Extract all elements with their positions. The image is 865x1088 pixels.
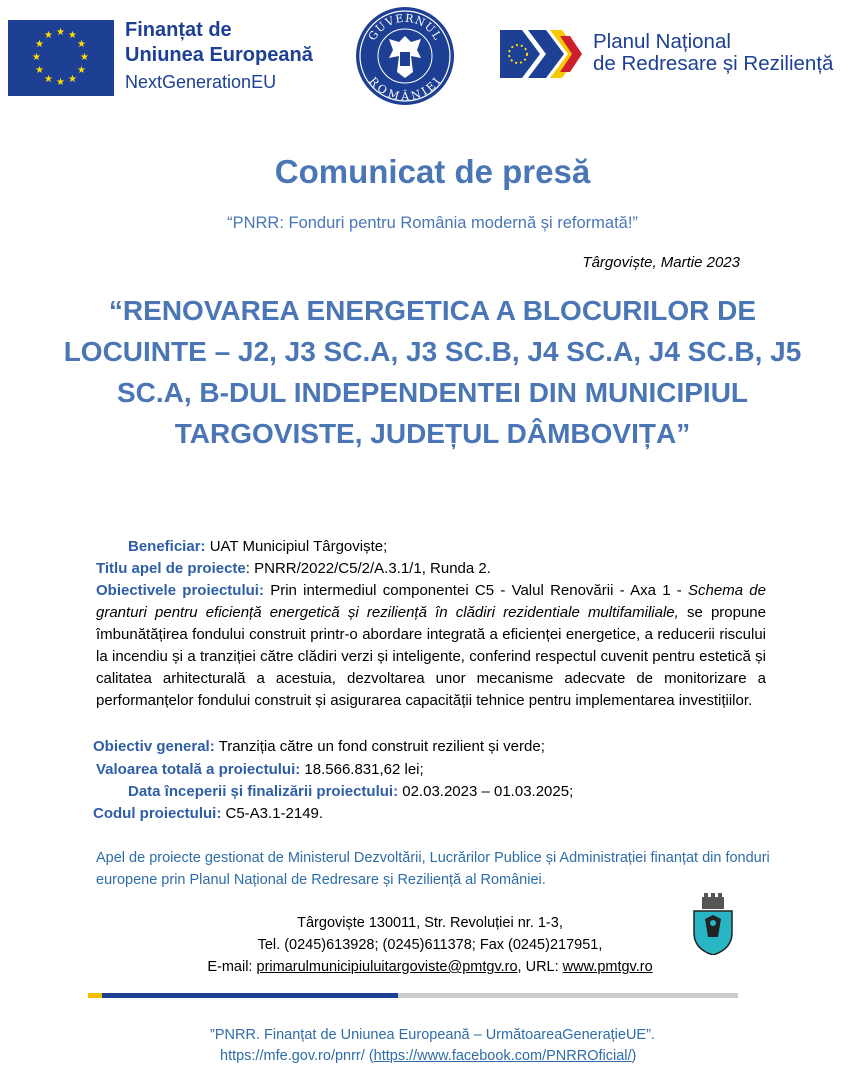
project-title: “RENOVAREA ENERGETICA A BLOCURILOR DE LOCUINTE – J2, J3 SC.A, J3 SC.B, J4 SC.A, J4 SC.B, J5 SC.A, B-DUL INDEPENDENTEI DIN MUNICIPIUL TARGOVISTE, JUDEȚUL DÂMBOVIȚA” <box>63 295 802 449</box>
field-valoarea <box>96 759 424 781</box>
press-release-title: Comunicat de presă <box>274 153 591 190</box>
contact-phones: Tel. (0245)613928; (0245)611378; Fax (0245)217951, <box>257 937 603 953</box>
field-obiectiv-general <box>93 736 545 758</box>
seal-top-text: GUVERNUL <box>365 11 445 43</box>
contact-block <box>160 912 700 978</box>
email-link[interactable]: primarulmunicipiuluitargoviste@pmtgv.ro <box>256 959 518 975</box>
data-value: 02.03.2023 – 01.03.2025; <box>398 783 574 800</box>
footer-link-mfe[interactable]: https://mfe.gov.ro/pnrr/ <box>220 1048 365 1064</box>
cod-label: Codul proiectului: <box>93 805 222 822</box>
obiectiv-general-value: Tranziția către un fond construit rezilient și verde; <box>214 738 545 755</box>
obiectiv-general-label: Obiectiv general: <box>93 738 215 755</box>
place-date: Târgoviște, Martie 2023 <box>582 254 740 271</box>
city-crest-icon <box>690 893 736 955</box>
pnrr-logo-icon <box>500 30 584 78</box>
footer-link-facebook[interactable]: https://www.facebook.com/PNRROficial/ <box>373 1048 632 1064</box>
beneficiar-label: Beneficiar: <box>128 538 206 555</box>
eu-logo-line2: Uniunea Europeană <box>125 44 313 66</box>
footer-bar-dark <box>88 993 398 998</box>
titlu-value: : PNRR/2022/C5/2/A.3.1/1, Runda 2. <box>245 560 491 577</box>
titlu-label: Titlu apel de proiecte <box>96 560 246 577</box>
beneficiar-value: UAT Municipiul Târgoviște; <box>209 538 388 555</box>
footer-slogan: ”PNRR. Finanțat de Uniunea Europeană – UrmătoareaGenerațieUE”. <box>210 1027 655 1043</box>
subtitle: “PNRR: Fonduri pentru România modernă și reformată!” <box>227 214 638 232</box>
field-obiective <box>96 580 766 712</box>
field-data <box>128 781 573 803</box>
footer-close: ) <box>631 1048 637 1064</box>
pnrr-logo-line1: Planul Național <box>593 30 731 53</box>
data-label: Data începerii și finalizării proiectului: <box>128 783 399 800</box>
cod-value: C5-A3.1-2149. <box>221 805 324 822</box>
obiective-italic: Schema de granturi pentru eficiență energetică și reziliență în clădiri rezidentiale multifamiliale, <box>96 582 766 621</box>
obiective-text-1: Prin intermediul componentei C5 - Valul Renovării - Axa 1 - <box>263 582 689 599</box>
footer-sep: ( <box>364 1048 374 1064</box>
url-link[interactable]: www.pmtgv.ro <box>562 959 653 975</box>
obiective-label: Obiectivele proiectului: <box>96 582 264 599</box>
valoarea-label: Valoarea totală a proiectului: <box>96 761 301 778</box>
footer-bar-light <box>398 993 738 998</box>
contact-address: Târgoviște 130011, Str. Revoluției nr. 1-3, <box>297 915 563 931</box>
government-seal-icon <box>355 6 455 106</box>
contact-email-line <box>160 956 700 978</box>
footer-links <box>220 1046 820 1067</box>
valoarea-value: 18.566.831,62 lei; <box>300 761 424 778</box>
pnrr-logo-line2: de Redresare și Reziliență <box>593 52 834 75</box>
email-prefix: E-mail: <box>207 959 257 975</box>
eu-logo-line3: NextGenerationEU <box>125 72 277 92</box>
funding-note: Apel de proiecte gestionat de Ministerul Dezvoltării, Lucrărilor Publice și Administrației finanțat din fonduri europene prin Planul Național de Redresare și Reziliență al României. <box>96 850 770 888</box>
field-cod <box>93 803 323 825</box>
obiective-text-2: se propune îmbunătățirea fondului construit printr-o abordare integrată a eficienței energetice, a reducerii riscului la incendiu și a tranziției către clădiri verzi și inteligente, conferind respectul cuvenit pentru estetică și calitatea arhitecturală a acestuia, dezvoltarea unor mecanisme adecvate de monitorizare a performanțelor fondului construit și asigurarea capacității tehnice pentru implementarea investițiilor. <box>96 604 766 709</box>
eu-flag-icon: ★ ★ ★ ★ ★ ★ ★ ★ ★ ★ ★ ★ <box>8 20 114 96</box>
url-prefix: , URL: <box>517 959 563 975</box>
field-beneficiar <box>128 536 387 558</box>
seal-bottom-text: ROMÂNIEI <box>366 74 444 104</box>
eu-funding-logo-text <box>125 18 313 94</box>
eu-logo-line1: Finanțat de <box>125 19 232 41</box>
pnrr-logo-text <box>593 31 833 75</box>
field-titlu-apel <box>96 558 491 580</box>
footer-bar-accent <box>88 993 102 998</box>
